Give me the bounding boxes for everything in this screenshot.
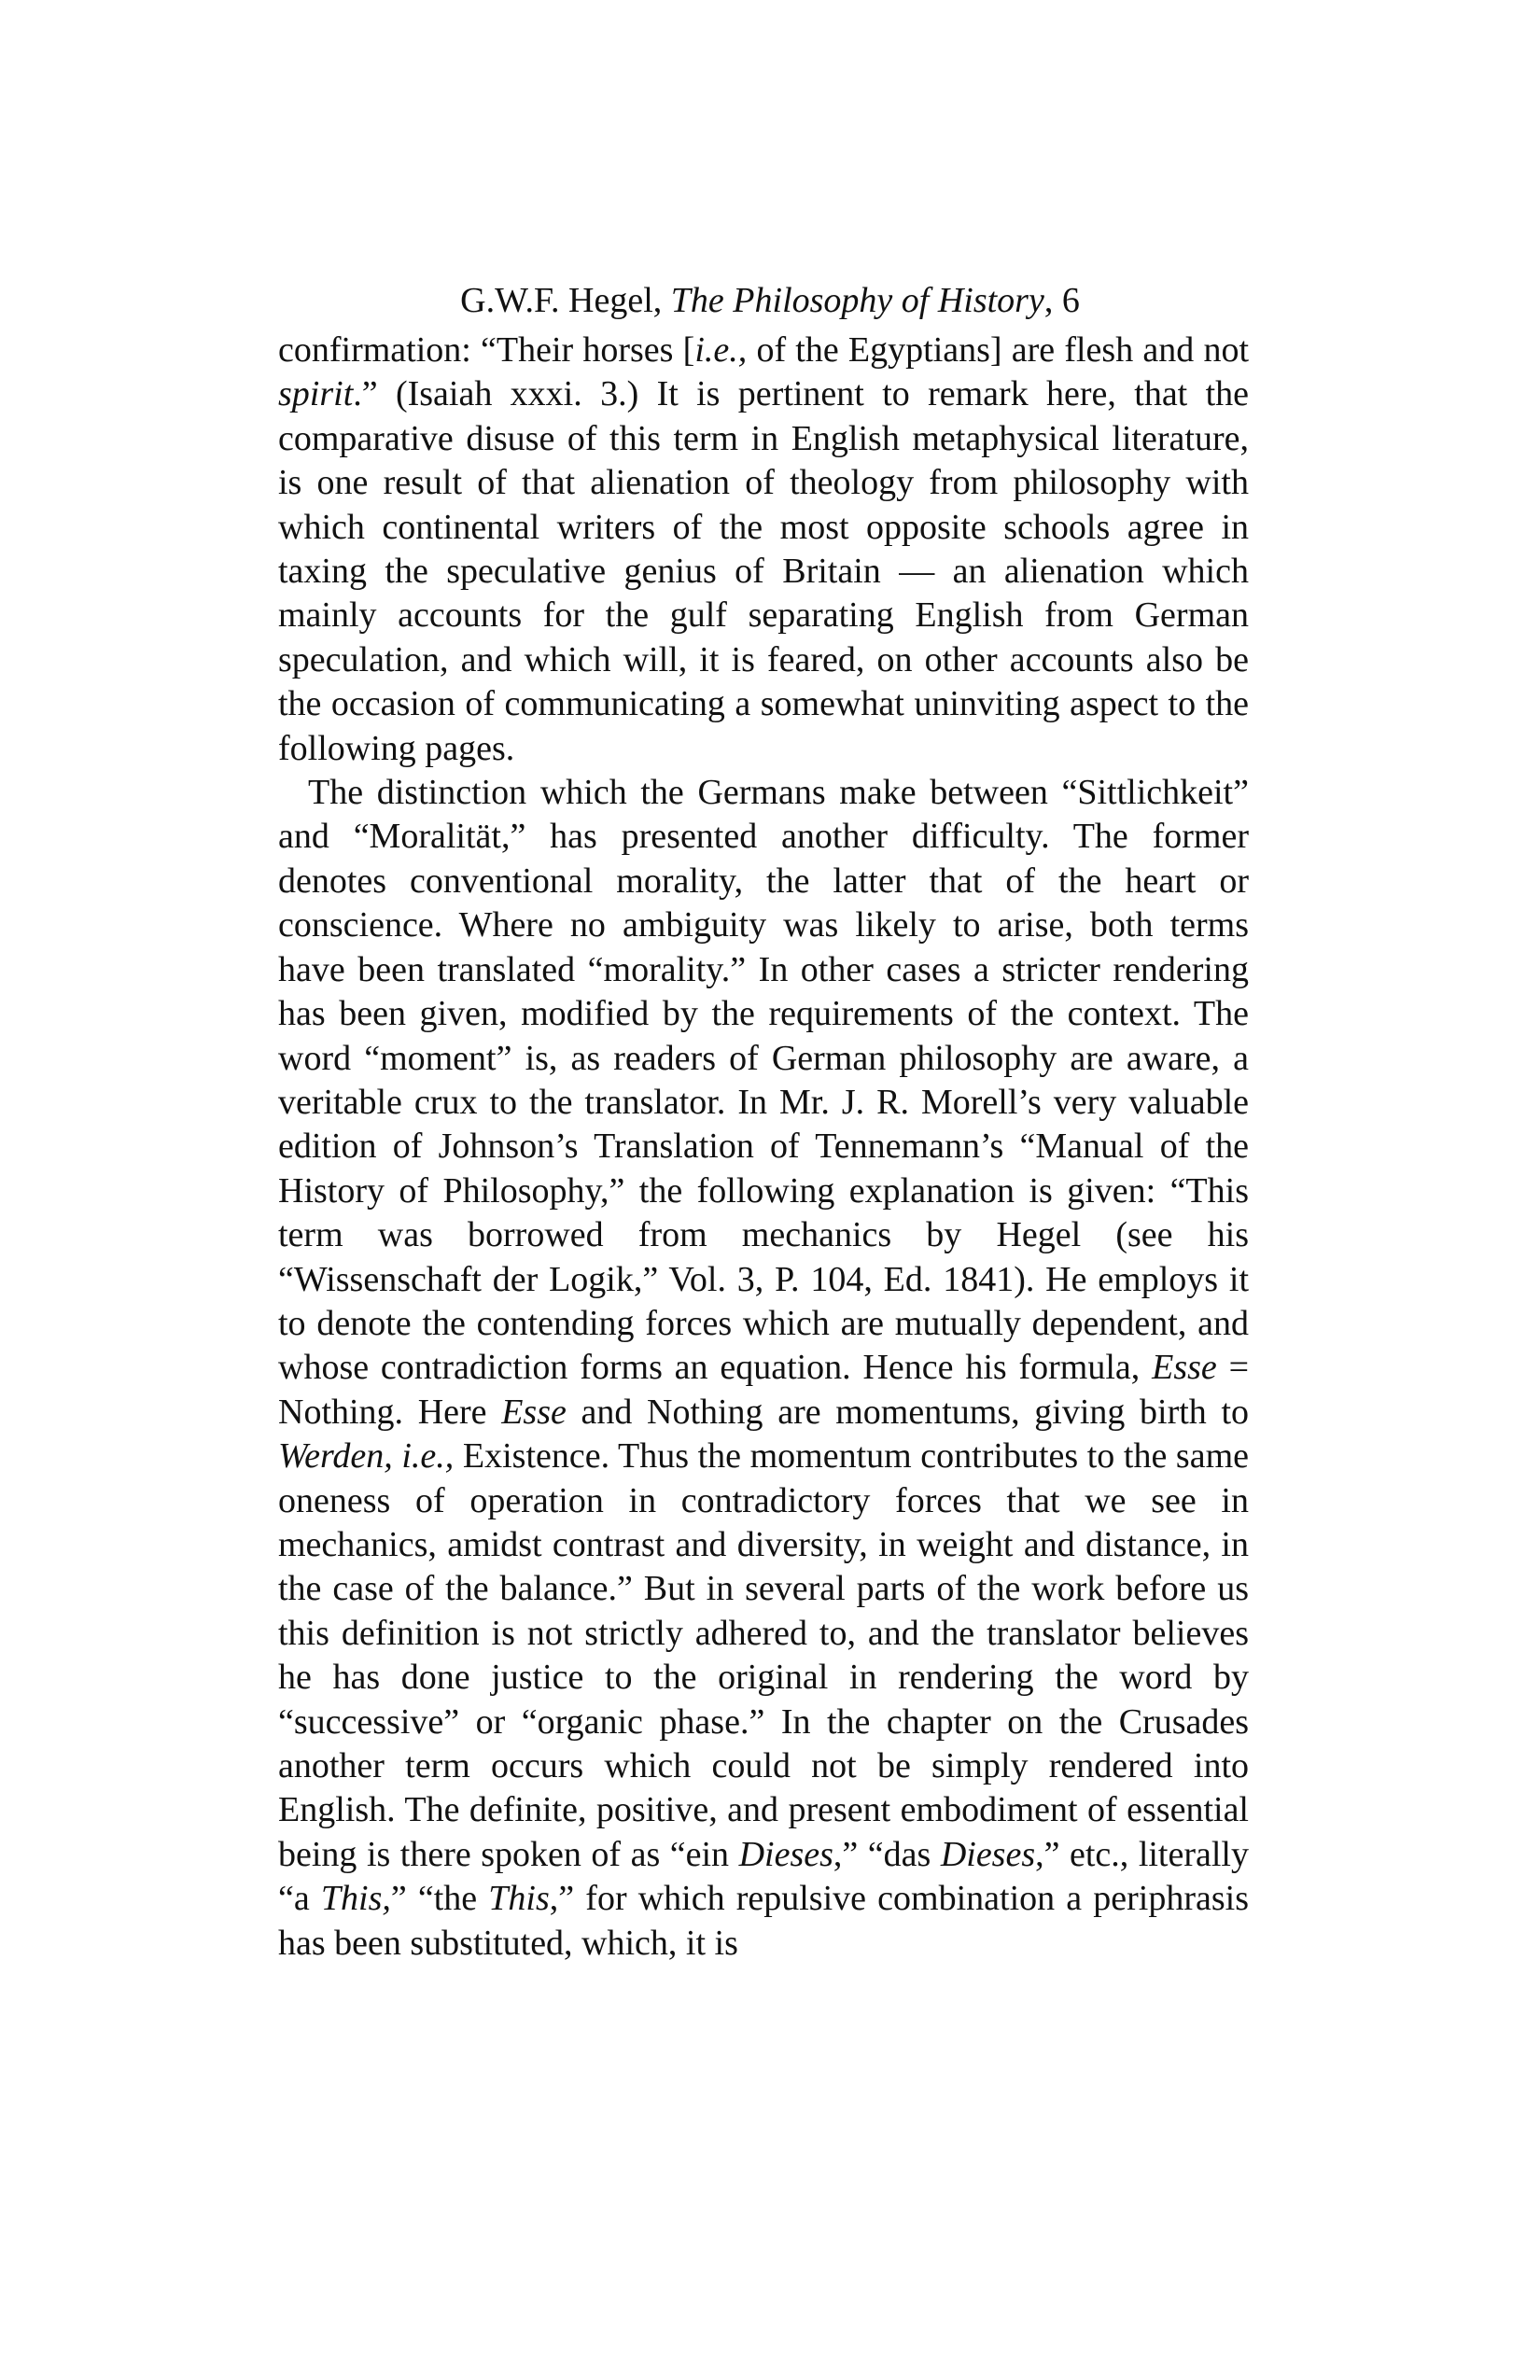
italic-text-run: Esse xyxy=(1152,1348,1217,1388)
italic-text-run: This, xyxy=(320,1879,391,1919)
text-run: and Nothing are momentums, giving birth to xyxy=(566,1392,1250,1432)
italic-text-run: Werden, i.e., xyxy=(278,1436,455,1477)
text-run: .” (Isaiah xxxi. 3.) It is pertinent to remark here, that the comparative disuse of this term in English metaphysical literature, is one result of that alienation of theology from philosophy with which continental writers of the most opposite schools agree in taxing the speculative genius of Britain — an alienation which mainly accounts for the gulf separating English from German speculation, and which will, it is feared, on other accounts also be the occasion of communicating a somewhat uninviting aspect to the following pages. xyxy=(278,374,1249,768)
text-run: Existence. Thus the momentum contributes to the same oneness of operation in contradictory forces that we see in mechanics, amidst contrast and diversity, in weight and distance, in the case of the balance.” But in several parts of the work before us this definition is not strictly adhered to, and the translator believes he has done justice to the original in rendering the word by “successive” or “organic phase.” In the chapter on the Crusades another term occurs which could not be simply rendered into English. The definite, positive, and present embodiment of essential being is there spoken of as “ein xyxy=(278,1436,1249,1874)
text-run: of the Egyptians] are flesh and not xyxy=(747,330,1250,370)
text-run: The distinction which the Germans make between “Sittlichkeit” and “Moralität,” has presented another difficulty. The former denotes conventional morality, the latter that of the heart or conscience. Where no ambiguity was likely to arise, both terms have been translated “morality.” In other cases a stricter rendering has been given, modified by the requirements of the context. The word “moment” is, as readers of German philosophy are aware, a veritable crux to the translator. In Mr. J. R. Morell’s very valuable edition of Johnson’s Translation of Tennemann’s “Manual of the History of Philosophy,” the following explanation is given: “This term was borrowed from mechanics by Hegel (see his “Wissenschaft der Logik,” Vol. 3, P. 104, Ed. 1841). He employs it to denote the contending forces which are mutually dependent, and whose contradiction forms an equation. Hence his formula, xyxy=(278,773,1249,1388)
italic-text-run: Dieses xyxy=(738,1834,833,1874)
italic-text-run: i.e., xyxy=(694,330,748,370)
italic-text-run: Esse xyxy=(501,1392,567,1432)
text-run: ,” etc., literally “a xyxy=(278,1834,1249,1919)
paragraph xyxy=(278,771,1249,1966)
body-text xyxy=(278,329,1249,1966)
text-run: = Nothing. Here xyxy=(278,1348,1250,1432)
italic-text-run: spirit xyxy=(278,374,354,414)
header-author: G.W.F. Hegel, xyxy=(460,281,671,320)
text-run: ,” for which repulsive combination a periphrasis has been substituted, which, it is xyxy=(278,1879,1249,1963)
italic-text-run: Dieses xyxy=(940,1834,1036,1874)
text-run: ,” “das xyxy=(833,1834,941,1874)
paragraph xyxy=(278,329,1249,771)
text-run: ” “the xyxy=(390,1879,489,1919)
text-run: confirmation: “Their horses [ xyxy=(278,330,695,370)
running-header xyxy=(0,278,1540,323)
header-book-title: The Philosophy of History xyxy=(670,281,1044,320)
italic-text-run: This xyxy=(488,1879,550,1919)
header-page-number: , 6 xyxy=(1043,281,1080,320)
